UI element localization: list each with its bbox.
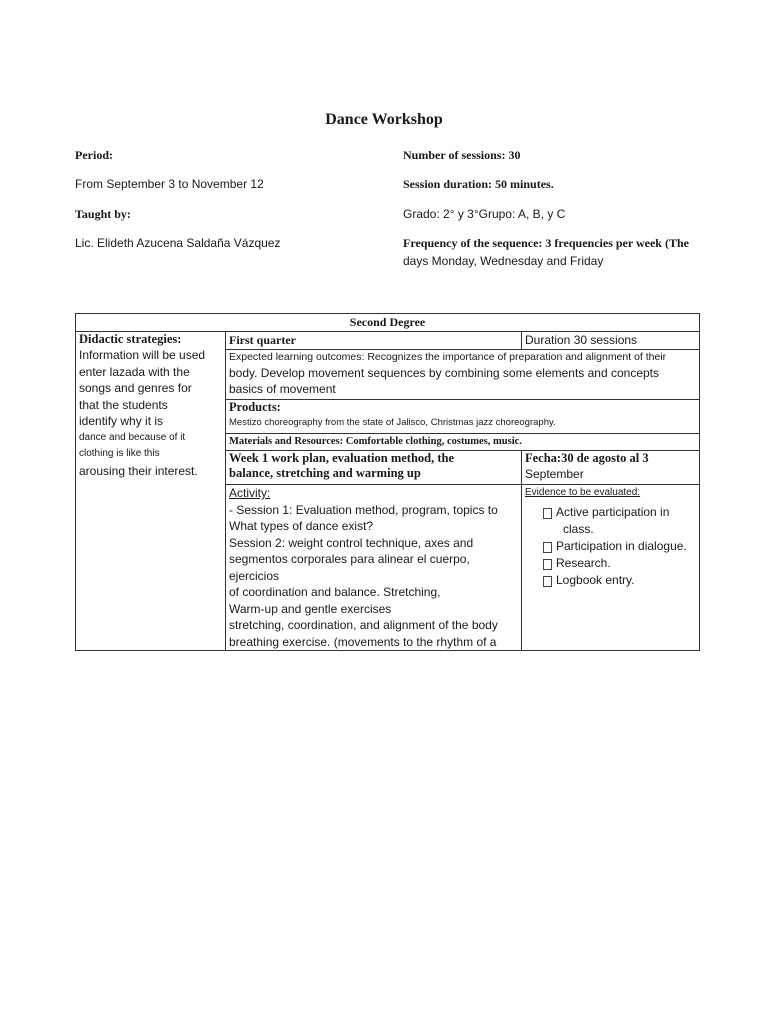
activity-line: breathing exercise. (movements to the rhythm of a — [229, 634, 497, 649]
activity-line: - Session 1: Evaluation method, program, topics to — [229, 502, 498, 517]
evidence-label: Evidence to be evaluated: — [525, 487, 641, 498]
frequency-line-1: Frequency of the sequence: 3 frequencies per week (The — [403, 236, 689, 250]
didactic-line: Information will be used — [79, 348, 206, 362]
table-header: Second Degree — [76, 314, 700, 332]
materials-cell: Materials and Resources: Comfortable clothing, costumes, music. — [226, 433, 700, 451]
activity-line: of coordination and balance. Stretching, — [229, 585, 441, 599]
evidence-list — [525, 504, 696, 589]
products-text: Mestizo choreography from the state of Jalisco, Christmas jazz choreography. — [229, 416, 556, 428]
checkbox-icon — [543, 576, 552, 587]
taught-value: Lic. Elideth Azucena Saldaña Vázquez — [75, 236, 281, 250]
didactic-line: dance and because of it — [79, 431, 186, 443]
activity-cell — [226, 485, 522, 651]
checkbox-icon — [543, 559, 552, 570]
planning-table — [75, 313, 700, 651]
outcomes-line-2: body. Develop movement sequences by combining some elements and concepts — [229, 365, 660, 380]
activity-line: segmentos corporales para alinear el cuerpo, ejercicios — [229, 552, 470, 583]
grade-group: Grado: 2° y 3°Grupo: A, B, y C — [403, 207, 566, 221]
period-label: Period: — [75, 148, 113, 162]
period-value: From September 3 to November 12 — [75, 177, 264, 191]
didactic-label: Didactic strategies: — [79, 332, 182, 346]
outcomes-cell — [226, 349, 700, 399]
didactic-line: enter lazada with the — [79, 364, 190, 379]
outcomes-line-1: Expected learning outcomes: Recognizes the importance of preparation and alignment of their — [229, 350, 667, 363]
didactic-line: arousing their interest. — [79, 463, 198, 478]
frequency-line-2: days Monday, Wednesday and Friday — [403, 254, 604, 268]
products-label: Products: — [229, 399, 281, 414]
session-duration: Session duration: 50 minutes. — [403, 177, 554, 191]
week-line-1: Week 1 work plan, evaluation method, the — [229, 451, 455, 465]
products-cell — [226, 399, 700, 433]
evidence-item: Logbook entry. — [543, 572, 696, 589]
didactic-line: clothing is like this — [79, 448, 160, 459]
taught-label: Taught by: — [75, 207, 131, 221]
evidence-item: Research. — [543, 555, 696, 572]
activity-line: What types of dance exist? — [229, 519, 374, 533]
didactic-line: songs and genres for — [79, 381, 192, 395]
week-cell — [226, 451, 522, 485]
duration-cell: Duration 30 sessions — [522, 332, 700, 350]
activity-line: Warm-up and gentle exercises — [229, 601, 392, 616]
date-cell — [522, 451, 700, 485]
didactic-strategies-cell — [76, 332, 226, 651]
document-title: Dance Workshop — [325, 111, 443, 128]
week-line-2: balance, stretching and warming up — [229, 466, 421, 480]
quarter-cell: First quarter — [226, 332, 522, 350]
checkbox-icon — [543, 542, 552, 553]
activity-line: Session 2: weight control technique, axes and — [229, 535, 474, 550]
outcomes-line-3: basics of movement — [229, 382, 336, 396]
evidence-item-continuation: class. — [563, 521, 594, 536]
sessions-count: Number of sessions: 30 — [403, 148, 521, 162]
date-line-1: Fecha:30 de agosto al 3 — [525, 451, 649, 465]
activity-label: Activity: — [229, 486, 271, 500]
didactic-line: identify why it is — [79, 414, 164, 428]
checkbox-icon — [543, 508, 552, 519]
date-line-2: September — [525, 467, 584, 481]
didactic-line: that the students — [79, 397, 168, 412]
activity-line: stretching, coordination, and alignment of the body — [229, 618, 498, 632]
evidence-cell — [522, 485, 700, 651]
evidence-item: Participation in dialogue. — [543, 538, 696, 555]
evidence-item: Active participation in — [543, 504, 696, 521]
